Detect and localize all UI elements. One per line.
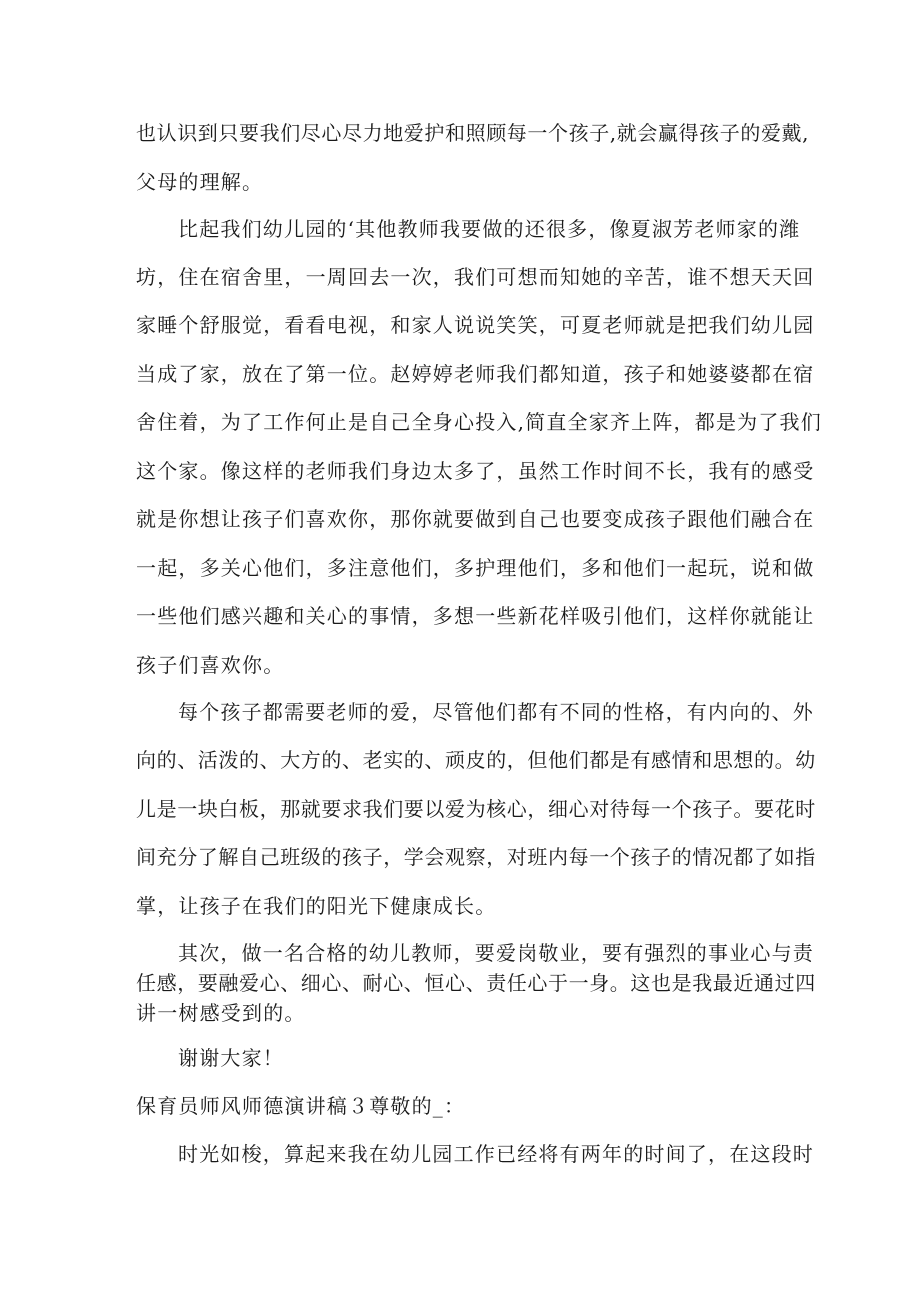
paragraph-4-line-1: 其次，做一名合格的幼儿教师，要爱岗敬业，要有强烈的事业心与责 xyxy=(178,941,814,965)
paragraph-2-line-5: 舍住着，为了工作何止是自己全身心投入,简直全家齐上阵，都是为了我们 xyxy=(136,410,822,434)
paragraph-3-line-1: 每个孩子都需要老师的爱，尽管他们都有不同的性格，有内向的、外 xyxy=(178,700,814,724)
paragraph-1-line-1: 也认识到只要我们尽心尽力地爱护和照顾每一个孩子,就会赢得孩子的爱戴, xyxy=(136,121,810,145)
paragraph-2-line-2: 坊，住在宿舍里，一周回去一次，我们可想而知她的辛苦，谁不想天天回 xyxy=(136,265,815,289)
paragraph-3-line-5: 掌，让孩子在我们的阳光下健康成长。 xyxy=(136,894,497,918)
paragraph-2-line-10: 孩子们喜欢你。 xyxy=(136,653,285,677)
paragraph-2-line-3: 家睡个舒服觉，看看电视，和家人说说笑笑，可夏老师就是把我们幼儿园 xyxy=(136,313,815,337)
closing-line: 谢谢大家！ xyxy=(178,1046,284,1070)
paragraph-4-line-2: 任感，要融爱心、细心、耐心、恒心、责任心于一身。这也是我最近通过四 xyxy=(136,971,816,995)
paragraph-2-line-7: 就是你想让孩子们喜欢你，那你就要做到自己也要变成孩子跟他们融合在 xyxy=(136,507,815,531)
paragraph-2-line-8: 一起，多关心他们，多注意他们，多护理他们，多和他们一起玩，说和做 xyxy=(136,556,815,580)
section-heading: 保育员师风师德演讲稿３尊敬的_： xyxy=(136,1094,466,1118)
paragraph-1-line-2: 父母的理解。 xyxy=(136,170,264,194)
paragraph-2-line-9: 一些他们感兴趣和关心的事情，多想一些新花样吸引他们，这样你就能让 xyxy=(136,604,815,628)
paragraph-3-line-3: 儿是一块白板，那就要求我们要以爱为核心，细心对待每一个孩子。要花时 xyxy=(136,797,816,821)
paragraph-2-line-1: 比起我们幼儿园的‘其他教师我要做的还很多，像夏淑芳老师家的潍 xyxy=(178,217,801,241)
paragraph-3-line-2: 向的、活泼的、大方的、老实的、顽皮的，但他们都是有感情和思想的。幼 xyxy=(136,748,816,772)
paragraph-3-line-4: 间充分了解自己班级的孩子，学会观察，对班内每一个孩子的情况都了如指 xyxy=(136,845,816,869)
paragraph-2-line-4: 当成了家，放在了第一位。赵婷婷老师我们都知道，孩子和她婆婆都在宿 xyxy=(136,362,815,386)
paragraph-4-line-3: 讲一树感受到的。 xyxy=(136,1001,306,1025)
paragraph-2-line-6: 这个家。像这样的老师我们身边太多了，虽然工作时间不长，我有的感受 xyxy=(136,459,815,483)
paragraph-5-line-1: 时光如梭，算起来我在幼儿园工作已经将有两年的时间了，在这段时 xyxy=(178,1142,814,1166)
